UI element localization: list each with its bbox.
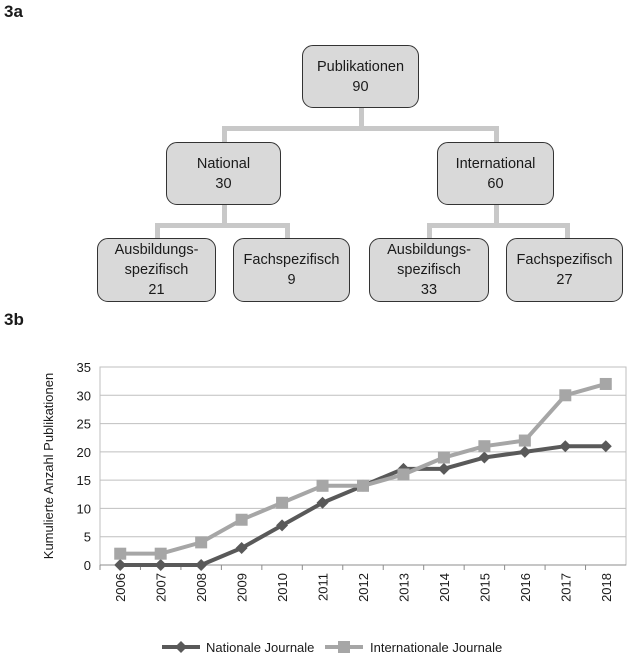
point-internationale-2006 bbox=[114, 548, 126, 560]
y-tick-label-30: 30 bbox=[76, 388, 91, 404]
y-tick-label-25: 25 bbox=[76, 416, 91, 432]
series-layer bbox=[114, 378, 612, 571]
point-internationale-2007 bbox=[155, 548, 167, 560]
point-nationale-2015 bbox=[478, 452, 490, 464]
y-axis-label: Kumulierte Anzahl Publikationen bbox=[41, 372, 56, 560]
point-internationale-2018 bbox=[600, 378, 612, 390]
y-tick-label-5: 5 bbox=[83, 529, 91, 545]
point-internationale-2014 bbox=[438, 452, 450, 464]
y-tick-label-20: 20 bbox=[76, 444, 91, 460]
node-international-label: International bbox=[455, 155, 536, 172]
plot-area-border bbox=[100, 367, 626, 565]
y-tick-label-0: 0 bbox=[83, 558, 91, 573]
node-nat-fach-label: Fachspezifisch bbox=[243, 252, 340, 268]
x-tick-label-2012: 2012 bbox=[356, 573, 371, 602]
x-tick-label-2014: 2014 bbox=[436, 573, 452, 602]
point-internationale-2016 bbox=[519, 435, 531, 447]
point-internationale-2009 bbox=[236, 514, 248, 526]
point-internationale-2013 bbox=[397, 468, 409, 480]
x-tick-label-2007: 2007 bbox=[153, 573, 169, 602]
y-tick-label-15: 15 bbox=[76, 473, 91, 489]
legend-marker-nationale bbox=[175, 641, 187, 653]
point-nationale-2017 bbox=[559, 440, 571, 452]
series-line-internationale bbox=[120, 384, 606, 554]
point-nationale-2016 bbox=[519, 446, 531, 458]
node-nat-ausb-value: 21 bbox=[148, 282, 165, 298]
x-tick-label-2011: 2011 bbox=[315, 573, 331, 601]
x-tick-label-2015: 2015 bbox=[477, 573, 493, 602]
node-international-value: 60 bbox=[487, 175, 504, 192]
node-publikationen-value: 90 bbox=[352, 78, 369, 95]
point-nationale-2006 bbox=[114, 559, 126, 571]
point-internationale-2010 bbox=[276, 497, 288, 509]
point-internationale-2008 bbox=[195, 536, 207, 548]
legend-marker-internationale bbox=[338, 641, 350, 653]
node-nat-ausb-label2: spezifisch bbox=[124, 262, 189, 278]
y-tick-label-10: 10 bbox=[76, 501, 91, 517]
panel-label-3a: 3a bbox=[4, 2, 23, 21]
x-tick-label-2010: 2010 bbox=[275, 573, 291, 602]
legend-label-nationale: Nationale Journale bbox=[206, 640, 315, 655]
node-nat-fach-value: 9 bbox=[287, 272, 296, 288]
series-line-nationale bbox=[120, 446, 606, 565]
node-int-ausb-label2: spezifisch bbox=[397, 262, 461, 278]
legend-layer bbox=[162, 640, 502, 655]
x-tick-label-2008: 2008 bbox=[194, 573, 210, 602]
point-internationale-2017 bbox=[559, 389, 571, 401]
point-internationale-2011 bbox=[317, 480, 329, 492]
node-national-value: 30 bbox=[215, 175, 232, 192]
point-internationale-2015 bbox=[478, 440, 490, 452]
node-int-fach-value: 27 bbox=[556, 272, 573, 288]
point-nationale-2008 bbox=[195, 559, 207, 571]
y-tick-label-35: 35 bbox=[76, 360, 91, 375]
x-tick-label-2006: 2006 bbox=[113, 573, 129, 602]
point-nationale-2007 bbox=[155, 559, 167, 571]
panel-label-3b: 3b bbox=[4, 310, 24, 329]
node-int-fach-label: Fachspezifisch bbox=[516, 252, 613, 268]
point-internationale-2012 bbox=[357, 480, 369, 492]
point-nationale-2014 bbox=[438, 463, 450, 475]
point-nationale-2018 bbox=[600, 440, 612, 452]
x-tick-label-2009: 2009 bbox=[234, 573, 250, 602]
grid-layer bbox=[100, 367, 626, 565]
legend-label-internationale: Internationale Journale bbox=[370, 640, 503, 655]
node-national-label: National bbox=[196, 155, 251, 172]
node-publikationen-label: Publikationen bbox=[316, 58, 405, 75]
node-int-ausb-value: 33 bbox=[420, 282, 438, 298]
x-tick-label-2018: 2018 bbox=[598, 573, 614, 602]
x-tick-label-2013: 2013 bbox=[396, 573, 412, 602]
x-tick-label-2016: 2016 bbox=[517, 573, 533, 602]
x-tick-label-2017: 2017 bbox=[558, 573, 574, 602]
node-nat-ausb-label1: Ausbildungs- bbox=[114, 242, 199, 258]
node-int-ausb-label1: Ausbildungs- bbox=[387, 242, 471, 258]
